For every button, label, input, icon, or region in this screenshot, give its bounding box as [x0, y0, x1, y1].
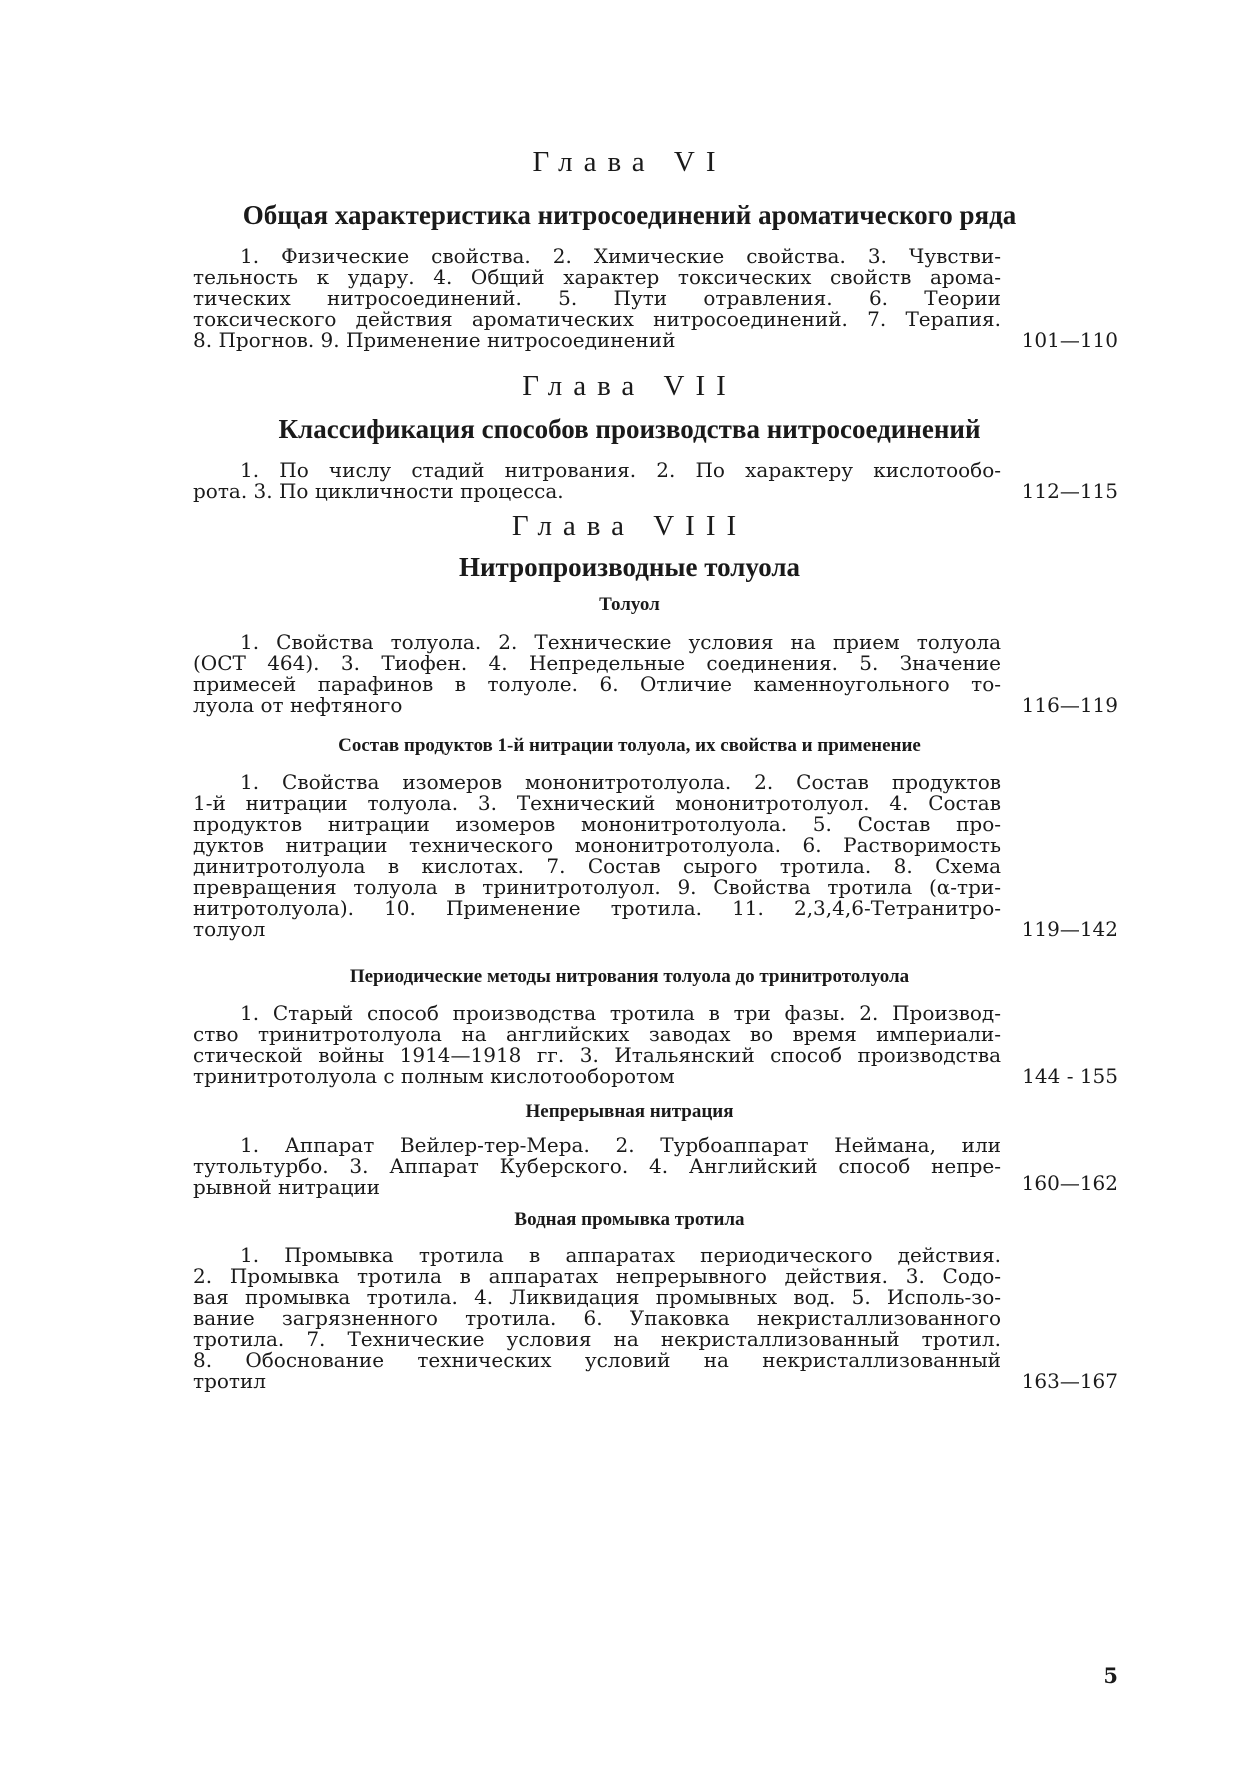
entry-line: 2. Промывка тротила в аппаратах непрерывного действия. 3. Содо- — [193, 1264, 1001, 1288]
entry-line: дуктов нитрации технического мононитротолуола. 6. Растворимость — [193, 833, 1001, 857]
entry-line: толуол — [193, 917, 266, 941]
entry-line: нитротолуола). 10. Применение тротила. 11. 2,3,4,6-Тетранитро- — [193, 896, 1001, 920]
entry-line: тротил — [193, 1369, 267, 1393]
entry-line: ство тринитротолуола на английских заводах во время империали- — [193, 1022, 1001, 1046]
entry-line: 1. Свойства толуола. 2. Технические условия на прием толуола — [240, 630, 1001, 654]
chapter-8-title: Нитропроизводные толуола — [458, 552, 801, 582]
page-range: 116—119 — [1021, 693, 1118, 717]
entry-line: примесей парафинов в толуоле. 6. Отличие каменноугольного то- — [193, 672, 1001, 696]
section-title: Состав продуктов 1-й нитрации толуола, их свойства и применение — [338, 735, 921, 756]
entry-line: тринитротолуола с полным кислотооборотом — [193, 1064, 675, 1088]
entry-line: динитротолуола в кислотах. 7. Состав сырого тротила. 8. Схема — [193, 854, 1001, 878]
chapter-7-title: Классификация способов производства нитросоединений — [278, 414, 981, 444]
entry-line: 8. Прогнов. 9. Применение нитросоединений — [193, 328, 676, 352]
entry-line: токсического действия ароматических нитросоединений. 7. Терапия. — [193, 307, 1001, 331]
entry-line: превращения толуола в тринитротолуол. 9. Свойства тротила (α-три- — [193, 875, 1001, 899]
entry-line: рота. 3. По цикличности процесса. — [193, 479, 564, 503]
entry-line: 8. Обоснование технических условий на некристаллизованный — [193, 1348, 1001, 1372]
section-title: Периодические методы нитрования толуола до тринитротолуола — [349, 966, 910, 987]
entry-line: (ОСТ 464). 3. Тиофен. 4. Непредельные соединения. 5. Значение — [193, 651, 1001, 675]
entry-line: 1. По числу стадий нитрования. 2. По характеру кислотообо- — [240, 458, 1001, 482]
chapter-6-heading: Глава VI — [532, 146, 727, 178]
entry-line: 1. Физические свойства. 2. Химические свойства. 3. Чувстви- — [240, 244, 1001, 268]
entry-line: тутольтурбо. 3. Аппарат Куберского. 4. Английский способ непре- — [193, 1154, 1001, 1178]
entry-line: 1. Старый способ производства тротила в три фазы. 2. Производ- — [240, 1001, 1001, 1025]
chapter-6-title: Общая характеристика нитросоединений ароматического ряда — [242, 200, 1017, 230]
entry-line: вание загрязненного тротила. 6. Упаковка некристаллизованного — [193, 1306, 1001, 1330]
entry-line: 1-й нитрации толуола. 3. Технический мононитротолуол. 4. Состав — [193, 791, 1001, 815]
entry-line: рывной нитрации — [193, 1175, 381, 1199]
page-range: 119—142 — [1021, 917, 1118, 941]
page-range: 101—110 — [1021, 328, 1118, 352]
page-range: 163—167 — [1021, 1369, 1118, 1393]
entry-line: тротила. 7. Технические условия на некристаллизованный тротил. — [193, 1327, 1001, 1351]
section-title: Толуол — [599, 594, 660, 615]
entry-line: тических нитросоединений. 5. Пути отравления. 6. Теории — [193, 286, 1001, 310]
page-range: 112—115 — [1021, 479, 1118, 503]
chapter-8-heading: Глава VIII — [511, 510, 748, 542]
chapter-7-heading: Глава VII — [522, 370, 737, 402]
page-number: 5 — [1103, 1663, 1118, 1688]
entry-line: луола от нефтяного — [193, 693, 403, 717]
section-title: Непрерывная нитрация — [525, 1101, 734, 1122]
entry-line: продуктов нитрации изомеров мононитротолуола. 5. Состав про- — [193, 812, 1001, 836]
entry-line: вая промывка тротила. 4. Ликвидация промывных вод. 5. Исполь-зо- — [193, 1285, 1001, 1309]
entry-line: 1. Аппарат Вейлер-тер-Мера. 2. Турбоаппарат Неймана, или — [240, 1133, 1001, 1157]
page-range: 160—162 — [1021, 1171, 1118, 1195]
entry-line: 1. Промывка тротила в аппаратах периодического действия. — [240, 1243, 1001, 1267]
page-range: 144 - 155 — [1022, 1064, 1118, 1088]
section-title: Водная промывка тротила — [514, 1209, 745, 1230]
entry-line: 1. Свойства изомеров мононитротолуола. 2. Состав продуктов — [240, 770, 1001, 794]
entry-line: тельность к удару. 4. Общий характер токсических свойств арома- — [193, 265, 1001, 289]
entry-line: стической войны 1914—1918 гг. 3. Итальянский способ производства — [193, 1043, 1001, 1067]
